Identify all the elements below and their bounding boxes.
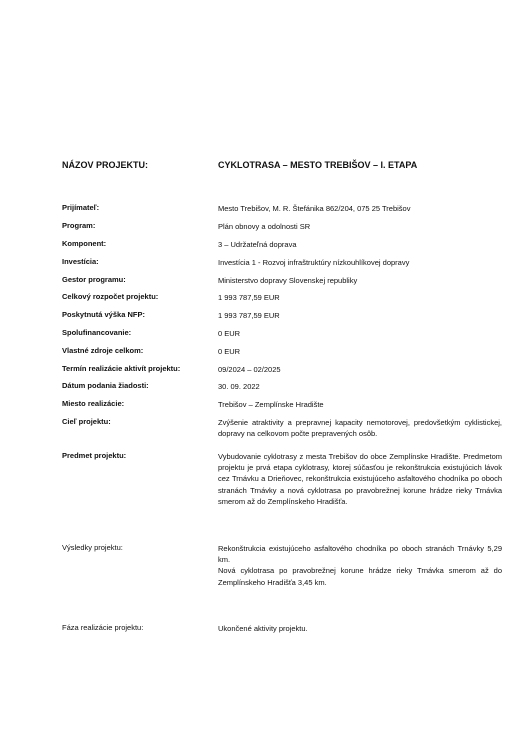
field-value: 0 EUR [218,347,241,356]
field-label: Program: [62,221,96,230]
field-value: Ukončené aktivity projektu. [218,624,308,633]
field-value: 30. 09. 2022 [218,382,260,391]
field-label: Poskytnutá výška NFP: [62,310,145,319]
project-title-value: CYKLOTRASA – MESTO TREBIŠOV – I. ETAPA [218,160,418,170]
field-label: Fáza realizácie projektu: [62,623,144,632]
field-label: Dátum podania žiadosti: [62,381,149,390]
field-label: Prijímateľ: [62,203,100,212]
field-value: Mesto Trebišov, M. R. Štefánika 862/204, 075 25 Trebišov [218,204,411,213]
field-label: Gestor programu: [62,275,126,284]
project-title-row [62,160,502,174]
field-value: Ministerstvo dopravy Slovenskej republiky [218,276,358,285]
field-label: Výsledky projektu: [62,543,123,552]
result-item: Nová cyklotrasa po pravobrežnej korune hrádze rieky Trnávka smerom až do Zemplínskeho Hradišťa 3,45 km. [218,566,502,587]
field-value: Vybudovanie cyklotrasy z mesta Trebišov do obce Zemplínske Hradište. Predmetom projektu je prvá etapa cyklotrasy, ktorej súčasťou je rekonštrukcia existujúcich lávok cez Trnávku a Drieňovec, rekonštrukcia existujúceho asfaltového chodníka po oboch stranách Trnávky a nová cyklotrasa po pravobrežnej korune hrádze rieky Trnávka smerom až do Zemplínskeho Hradišťa. [218,452,502,506]
field-label: Miesto realizácie: [62,399,125,408]
field-value: Trebišov – Zemplínske Hradište [218,400,324,409]
field-value [218,543,502,588]
field-label: Celkový rozpočet projektu: [62,292,159,301]
field-label: Cieľ projektu: [62,417,111,426]
field-value: Investícia 1 - Rozvoj infraštruktúry nízkouhlíkovej dopravy [218,258,410,267]
field-value: 09/2024 – 02/2025 [218,365,281,374]
field-label: Investícia: [62,257,99,266]
field-label: Vlastné zdroje celkom: [62,346,144,355]
field-label: Predmet projektu: [62,451,127,460]
field-value: 0 EUR [218,329,241,338]
project-title-label: NÁZOV PROJEKTU: [62,160,149,170]
field-label: Termín realizácie aktivít projektu: [62,364,181,373]
field-value: Zvýšenie atraktivity a prepravnej kapacity nemotorovej, predovšetkým cyklistickej, dopravy na celkovom počte prepravených osôb. [218,418,502,439]
field-label: Spolufinancovanie: [62,328,132,337]
field-value: 3 – Udržateľná doprava [218,240,297,249]
field-value: 1 993 787,59 EUR [218,293,280,302]
result-item: Rekonštrukcia existujúceho asfaltového chodníka po oboch stranách Trnávky 5,29 km. [218,544,502,565]
field-label: Komponent: [62,239,107,248]
field-value: Plán obnovy a odolnosti SR [218,222,311,231]
field-value: 1 993 787,59 EUR [218,311,280,320]
